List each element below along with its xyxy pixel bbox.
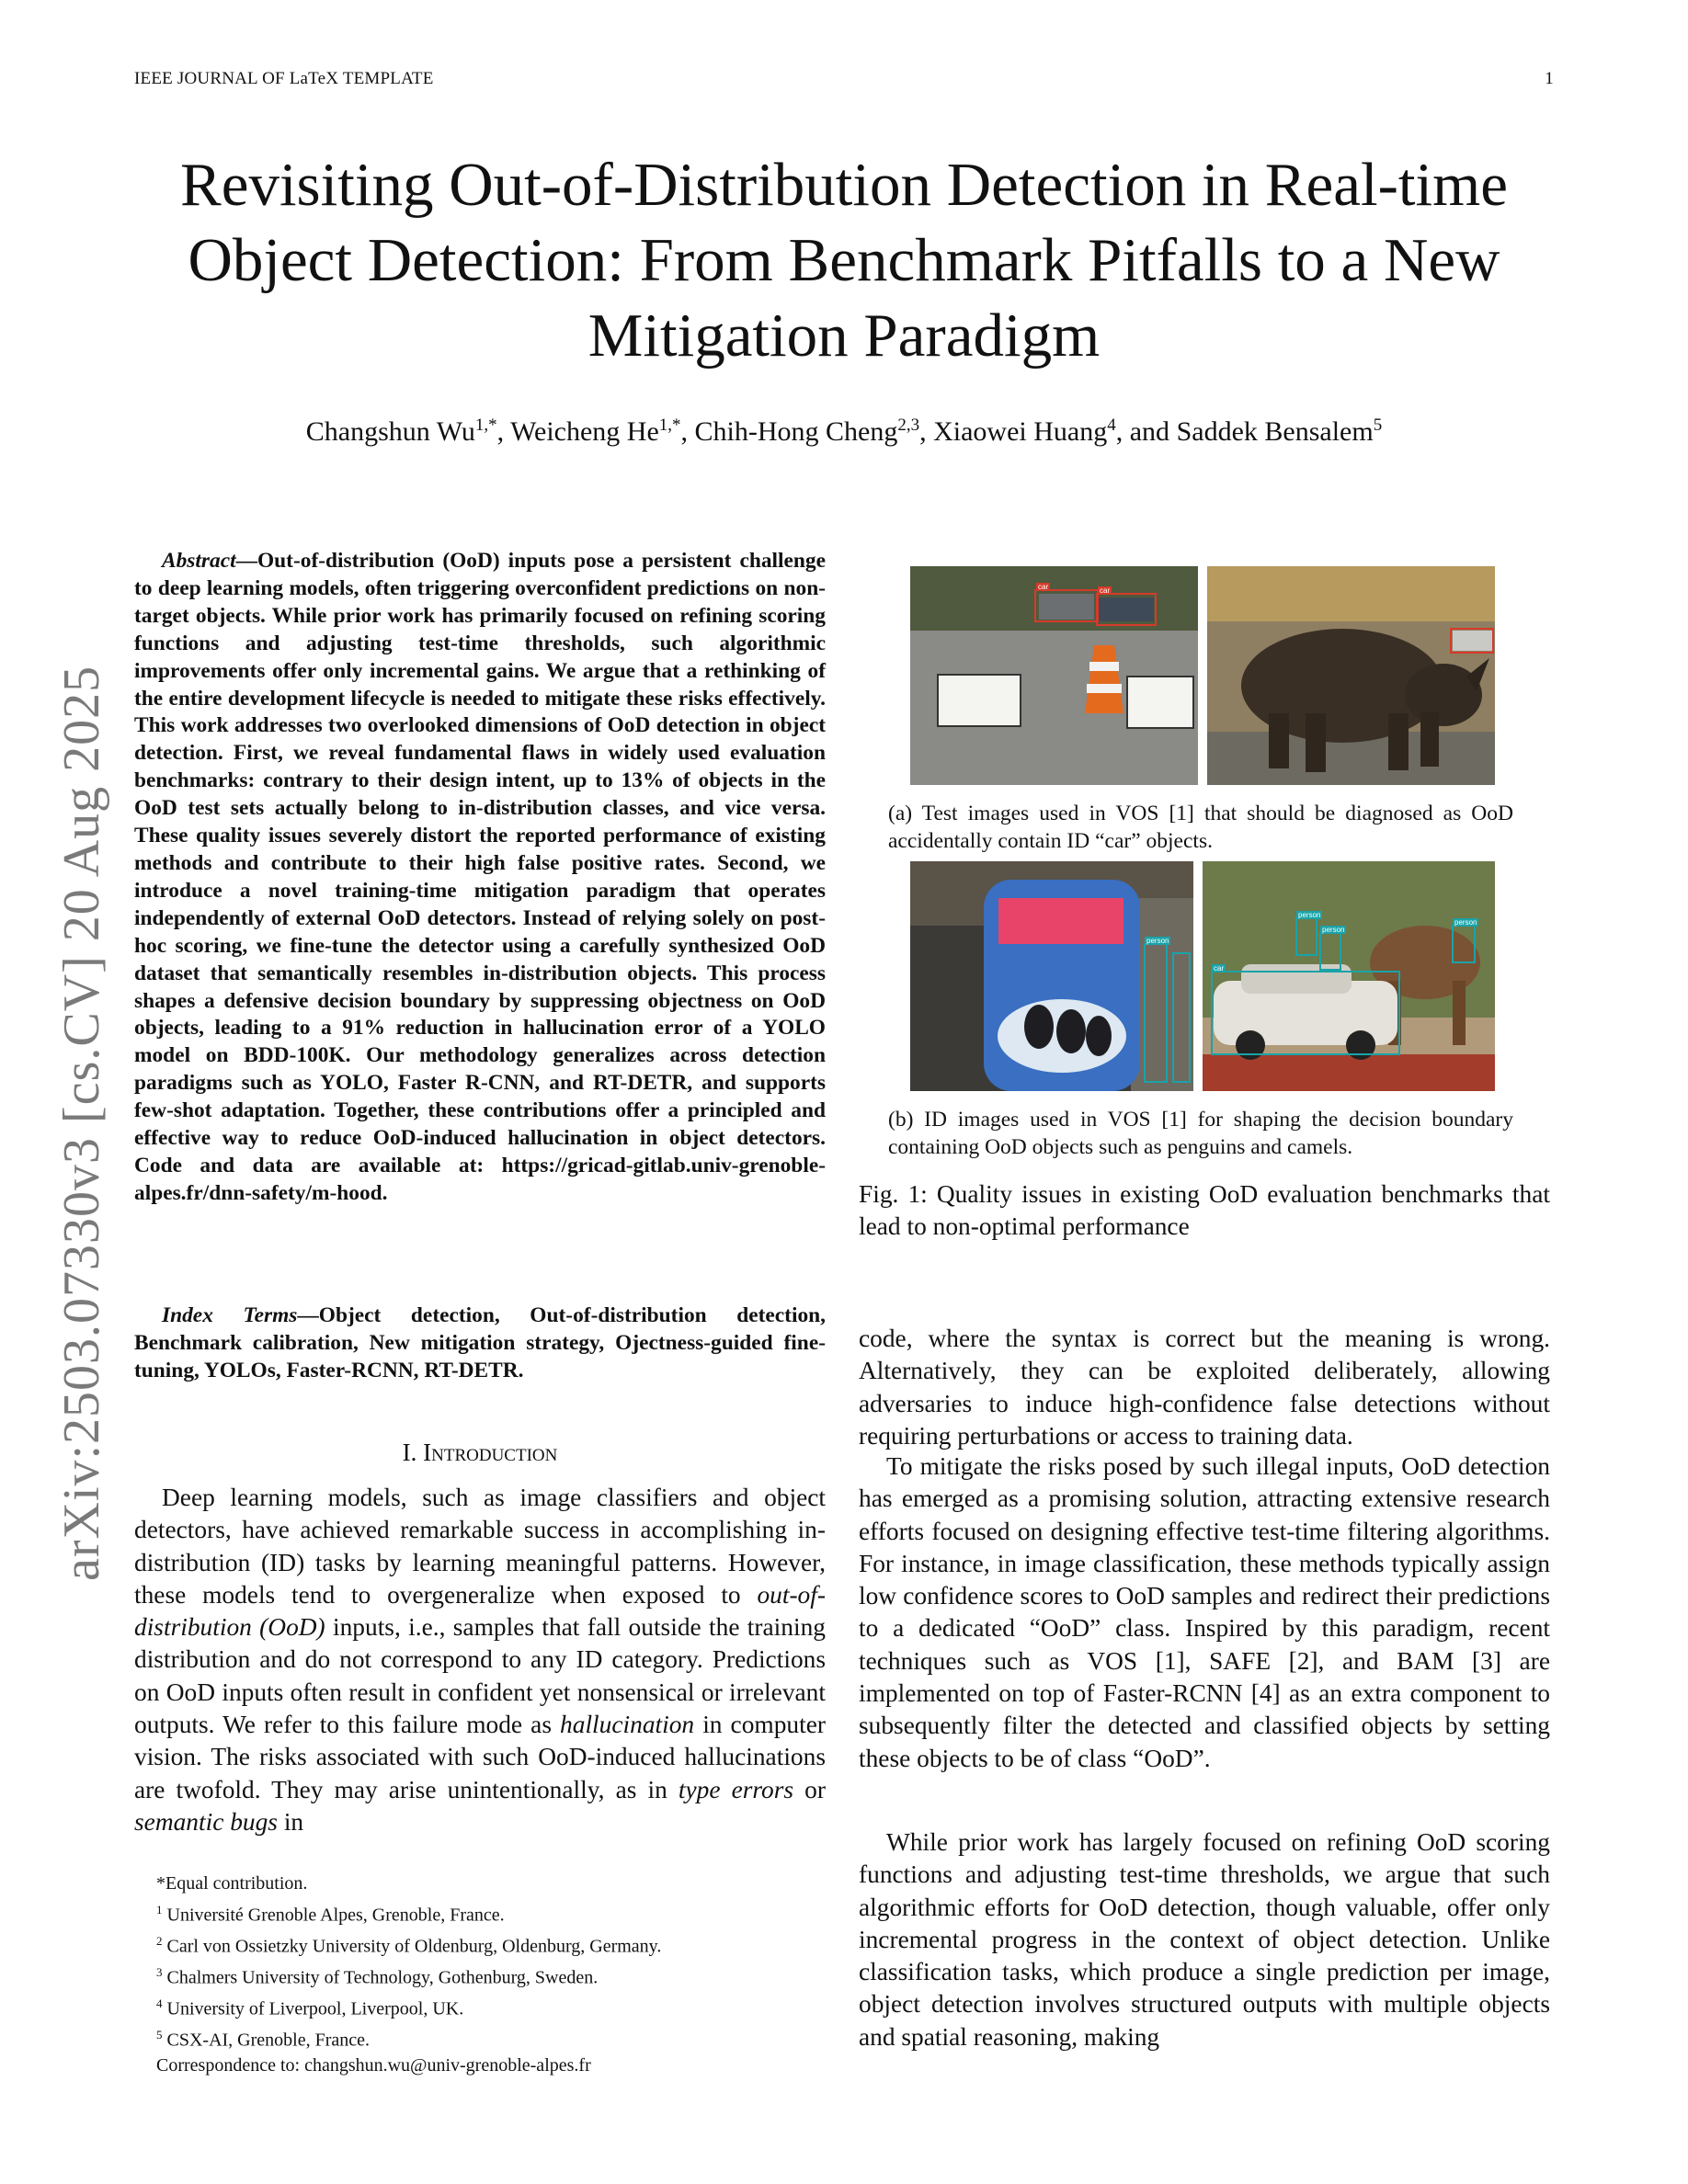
footnote: $^2$ Carl von Ossietzky University of Oldenburg, Oldenburg, Germany.	[156, 1933, 662, 1957]
author: Saddek Bensalem$^5$	[1176, 415, 1383, 447]
author: Changshun $Wu^{1,*}$	[305, 415, 497, 447]
footnote: $^1$ Université Grenoble Alpes, Grenoble, France.	[156, 1902, 505, 1926]
camel-car-photo	[1203, 861, 1495, 1091]
abstract-label: Abstract	[162, 549, 236, 573]
box-label: person	[1298, 911, 1321, 919]
index-terms-label: Index Terms	[162, 1303, 298, 1327]
street-photo	[910, 566, 1198, 785]
footnote: $^5$ CSX-AI, Grenoble, France.	[156, 2028, 370, 2051]
box-label: car	[1038, 583, 1049, 591]
arxiv-stamp: arXiv:2503.07330v3 [cs.CV] 20 Aug 2025	[53, 665, 110, 1581]
paper-title: Revisiting Out-of-Distribution Detection in Real-time Object Detection: From Benchmark Pitfalls to a New Mitigation Paradigm	[180, 151, 1508, 370]
author: Weicheng $He^{1,*}$	[510, 415, 681, 447]
box-label: person	[1454, 918, 1477, 927]
footnotes	[156, 1871, 826, 2079]
figure-1a-images	[910, 566, 1495, 785]
intro-paragraph: While prior work has largely focused on refining OoD scoring functions and adjusting test-time thresholds, we argue that such algorithmic efforts for OoD detection, though valuable, offer only incremental progress in the context of object detection. Unlike classification tasks, which produce a single prediction per image, object detection involves structured outputs with multiple objects and spatial reasoning, making	[859, 1828, 1550, 2051]
box-label: car	[1100, 586, 1111, 595]
penguin-poster-photo	[910, 861, 1193, 1091]
figure-1b	[910, 861, 1495, 1091]
section-heading: I. Introduction	[402, 1439, 558, 1466]
intro-paragraph: To mitigate the risks posed by such illegal inputs, OoD detection has emerged as a promising solution, attracting extensive research efforts focused on designing effective test-time filtering algorithms. For instance, in image classification, these methods typically assign low confidence scores to OoD samples and redirect their predictions to a dedicated “OoD” class. Inspired by this paradigm, recent techniques such as VOS [1], SAFE [2], and BAM [3] are implemented on top of Faster-RCNN [4] as an extra component to subsequently filter the detected and classified objects by setting these objects to be of class “OoD”.	[859, 1452, 1550, 1772]
box-label: person	[1322, 926, 1345, 934]
box-label: car	[1214, 964, 1225, 973]
abstract-text: Out-of-distribution (OoD) inputs pose a persistent challenge to deep learning models, often triggering overconfident predictions on non-target objects. While prior work has primarily focused on refining scoring functions and adjusting test-time thresholds, such algorithmic improvements offer only incremental gains. We argue that a rethinking of the entire development lifecycle is needed to mitigate these risks effectively. This work addresses two overlooked dimensions of OoD detection in object detection. First, we reveal fundamental flaws in widely used evaluation benchmarks: contrary to their design intent, up to 13% of objects in the OoD test sets actually belong to in-distribution classes, and vice versa. These quality issues severely distort the reported performance of existing methods and contribute to their high false positive rates. Second, we introduce a novel training-time mitigation paradigm that operates independently of external OoD detectors. Instead of relying solely on post-hoc scoring, we fine-tune the detector using a carefully synthesized OoD dataset that semantically resembles in-distribution objects. This process shapes a defensive decision boundary by suppressing objectness on OoD objects, leading to a 91% reduction in hallucination error of a YOLO model on BDD-100K. Our methodology generalizes across detection paradigms such as YOLO, Faster R-CNN, and RT-DETR, and supports few-shot adaptation. Together, these contributions offer a principled and effective way to reduce OoD-induced hallucination in object detectors. Code and data are available at: https://gricad-gitlab.univ-grenoble-alpes.fr/dnn-safety/m-hood.	[134, 549, 826, 1205]
author-list: Changshun $Wu^{1,*}$, Weicheng $He^{1,*}$, Chih-Hong Cheng$^{2,3}$, Xiaowei Huang$^4$, and Saddek Bensalem$^5$	[305, 415, 1383, 447]
footnote: Correspondence to: changshun.wu@univ-grenoble-alpes.fr	[156, 2055, 591, 2076]
index-terms: Index Terms—Object detection, Out-of-distribution detection, Benchmark calibration, New mitigation strategy, Ojectness-guided fine-tuning, YOLOs, Faster-RCNN, RT-DETR.	[134, 1303, 827, 1382]
subfigure-a-caption: (a) Test images used in VOS [1] that should be diagnosed as OoD accidentally contain ID “car” objects.	[888, 802, 1513, 853]
subfigure-b-caption: (b) ID images used in VOS [1] for shaping the decision boundary containing OoD objects such as penguins and camels.	[888, 1108, 1513, 1159]
author: Chih-Hong Cheng$^{2,3}$	[694, 415, 920, 447]
figure-caption: Fig. 1: Quality issues in existing OoD evaluation benchmarks that lead to non-optimal performance	[859, 1180, 1550, 1241]
index-terms-text: Object detection, Out-of-distribution detection, Benchmark calibration, New mitigation strategy, Ojectness-guided fine-tuning, YOLOs, Faster-RCNN, RT-DETR.	[134, 1303, 827, 1382]
intro-paragraph-continued: code, where the syntax is correct but the meaning is wrong. Alternatively, they can be exploited deliberately, allowing adversaries to induce high-confidence false detections without requiring perturbations or access to training data.	[859, 1325, 1550, 1450]
author: Xiaowei Huang$^4$	[933, 415, 1116, 447]
running-header: IEEE JOURNAL OF LaTeX TEMPLATE	[134, 69, 434, 88]
page-number: 1	[1545, 69, 1554, 88]
figure-1b-images	[910, 861, 1495, 1091]
abstract: Abstract—Out-of-distribution (OoD) inputs pose a persistent challenge to deep learning models, often triggering overconfident predictions on non-target objects. While prior work has primarily focused on refining scoring functions and adjusting test-time thresholds, such algorithmic improvements offer only incremental gains. We argue that a rethinking of the entire development lifecycle is needed to mitigate these risks effectively. This work addresses two overlooked dimensions of OoD detection in object detection. First, we reveal fundamental flaws in widely used evaluation benchmarks: contrary to their design intent, up to 13% of objects in the OoD test sets actually belong to in-distribution classes, and vice versa. These quality issues severely distort the reported performance of existing methods and contribute to their high false positive rates. Second, we introduce a novel training-time mitigation paradigm that operates independently of external OoD detectors. Instead of relying solely on post-hoc scoring, we fine-tune the detector using a carefully synthesized OoD dataset that semantically resembles in-distribution objects. This process shapes a defensive decision boundary by suppressing objectness on OoD objects, leading to a 91% reduction in hallucination error of a YOLO model on BDD-100K. Our methodology generalizes across detection paradigms such as YOLO, Faster R-CNN, and RT-DETR, and supports few-shot adaptation. Together, these contributions offer a principled and effective way to reduce OoD-induced hallucination in object detectors. Code and data are available at: https://gricad-gitlab.univ-grenoble-alpes.fr/dnn-safety/m-hood.	[134, 549, 826, 1205]
box-label: person	[1146, 937, 1169, 945]
rhino-statue-photo	[1207, 566, 1495, 785]
footnote: $^4$ University of Liverpool, Liverpool, UK.	[156, 1996, 464, 2019]
intro-paragraph: Deep learning models, such as image classifiers and object detectors, have achieved remarkable success in accomplishing in-distribution (ID) tasks by learning meaningful patterns. However, these models tend to overgeneralize when exposed to out-of-distribution (OoD) inputs, i.e., samples that fall outside the training distribution and do not correspond to any ID category. Predictions on OoD inputs often result in confident yet nonsensical or irrelevant outputs. We refer to this failure mode as hallucination in computer vision. The risks associated with such OoD-induced hallucinations are twofold. They may arise unintentionally, as in type errors or semantic bugs in	[134, 1484, 826, 1836]
figure-1a	[910, 566, 1495, 785]
footnote: $^3$ Chalmers University of Technology, Gothenburg, Sweden.	[156, 1964, 599, 1988]
footnote: *Equal contribution.	[156, 1873, 308, 1894]
